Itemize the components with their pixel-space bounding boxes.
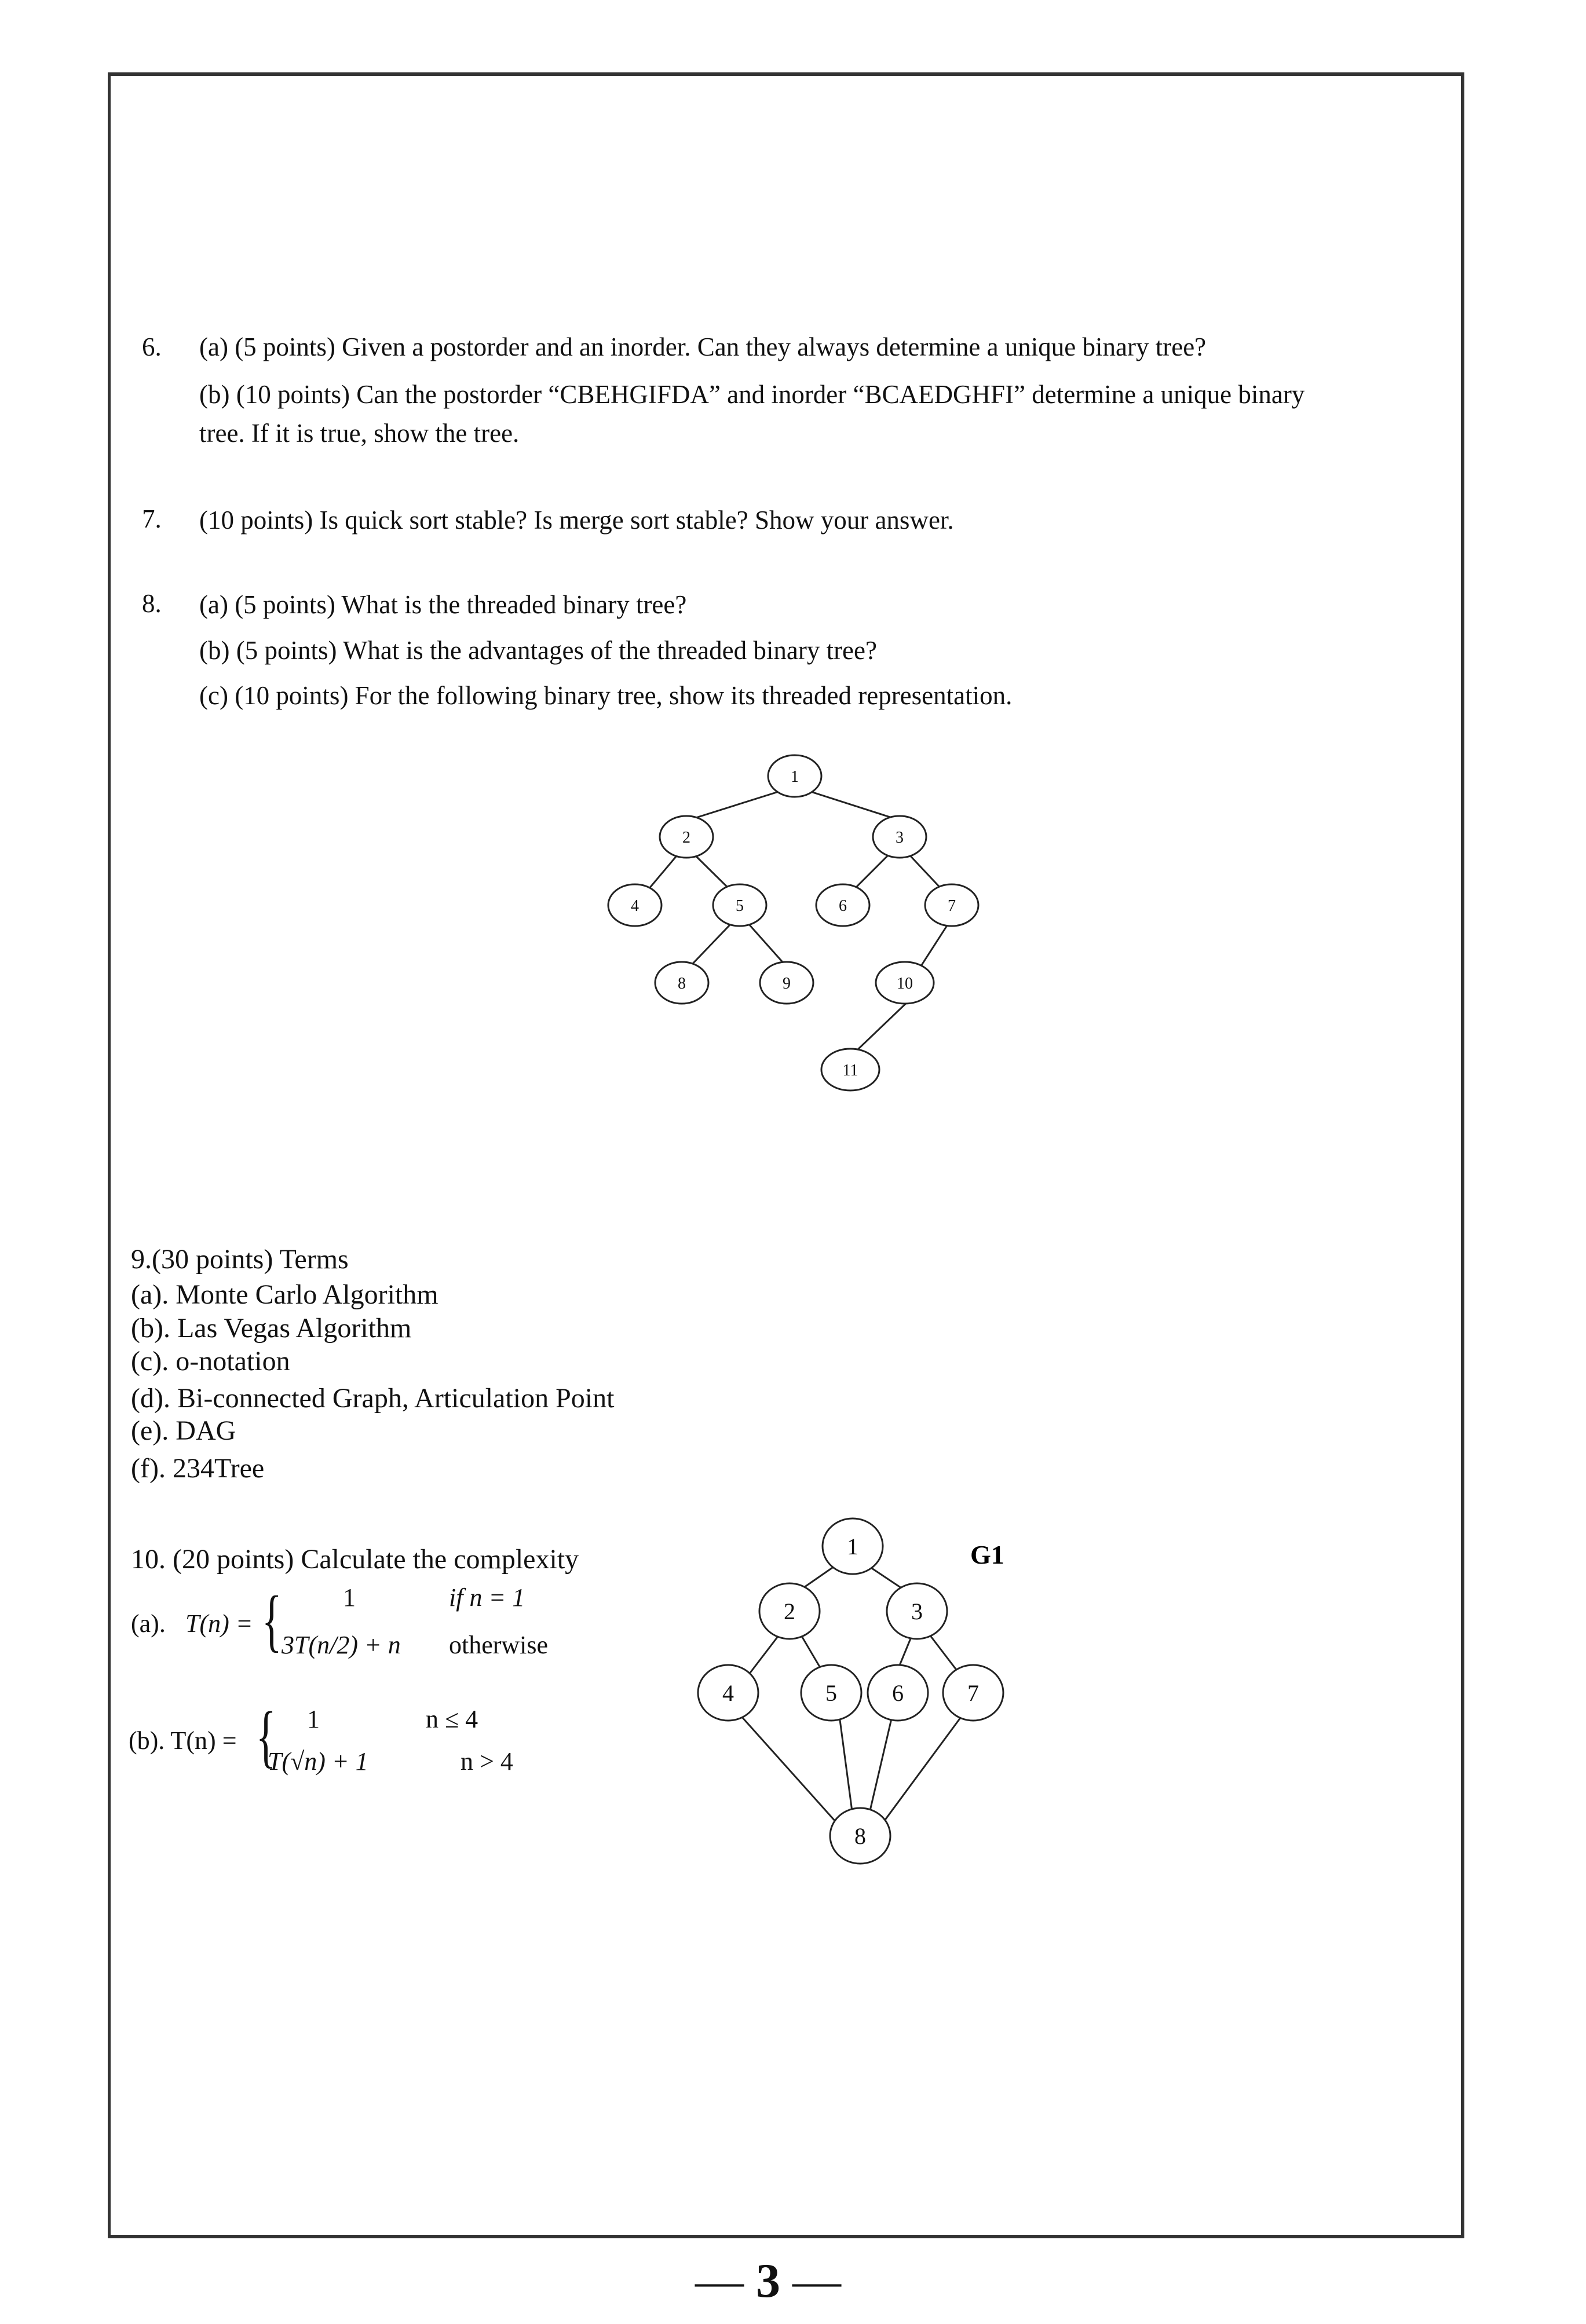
- tree-edge: [692, 852, 731, 891]
- footer-dash-right: —: [792, 2254, 841, 2308]
- tree-edge: [748, 924, 786, 966]
- graph-node-label-3: 3: [911, 1598, 923, 1624]
- graph-edge: [869, 1711, 893, 1816]
- term-item: (f). 234Tree: [131, 1453, 265, 1484]
- question-8b-text: (b) (5 points) What is the advantages of the threaded binary tree?: [199, 636, 877, 665]
- tree-node-label-6: 6: [839, 897, 847, 915]
- graph-edge: [839, 1711, 853, 1816]
- question-6b-text-cont: tree. If it is true, show the tree.: [199, 419, 520, 448]
- recurrence-b-case2-value: T(√n) + 1: [268, 1747, 368, 1776]
- tree-node-label-3: 3: [896, 829, 904, 847]
- recurrence-b-case1-condition: n ≤ 4: [426, 1705, 478, 1733]
- question-9-title: 9.(30 points) Terms: [131, 1244, 349, 1275]
- term-item: (b). Las Vegas Algorithm: [131, 1313, 412, 1344]
- recurrence-b-case2-condition: n > 4: [461, 1747, 513, 1776]
- recurrence-b-label: (b). T(n) =: [129, 1726, 237, 1755]
- recurrence-a-case1-value: 1: [343, 1583, 356, 1612]
- tree-edge: [853, 852, 891, 891]
- tree-edge: [690, 924, 731, 966]
- tree-edge: [907, 852, 943, 891]
- graph-node-label-5: 5: [825, 1680, 837, 1706]
- question-8a-text: (a) (5 points) What is the threaded binary tree?: [199, 590, 687, 619]
- graph-node-label-4: 4: [722, 1680, 734, 1706]
- question-8-number: 8.: [142, 589, 162, 618]
- recurrence-a-brace: {: [262, 1582, 282, 1659]
- question-10-title: 10. (20 points) Calculate the complexity: [131, 1544, 579, 1575]
- tree-edge: [802, 789, 896, 819]
- term-item: (e). DAG: [131, 1415, 236, 1446]
- footer-dash-left: —: [695, 2254, 744, 2308]
- tree-node-label-2: 2: [682, 829, 690, 847]
- recurrence-b-case1-value: 1: [307, 1705, 320, 1733]
- question-7-number: 7.: [142, 504, 162, 533]
- tree-node-label-1: 1: [791, 768, 799, 786]
- tree-edge: [649, 852, 679, 889]
- binary-tree-diagram: [579, 747, 1014, 1164]
- recurrence-a-case1-condition: if n = 1: [449, 1583, 525, 1612]
- graph-edge: [737, 1711, 846, 1833]
- recurrence-a-lhs: T(n) =: [185, 1609, 253, 1638]
- graph-edge: [878, 1708, 967, 1830]
- tree-edge: [921, 924, 948, 966]
- graph-node-label-6: 6: [892, 1680, 904, 1706]
- question-6a-text: (a) (5 points) Given a postorder and an inorder. Can they always determine a unique binary tree?: [199, 332, 1207, 361]
- graph-label: G1: [970, 1540, 1004, 1569]
- question-6-number: 6.: [142, 332, 162, 361]
- tree-edge: [692, 789, 788, 819]
- tree-edge: [857, 999, 911, 1050]
- term-item: (d). Bi-connected Graph, Articulation Point: [131, 1383, 615, 1414]
- tree-node-label-9: 9: [783, 975, 791, 993]
- recurrence-b-brace: {: [256, 1697, 276, 1774]
- graph-g1-diagram: [666, 1517, 1043, 1876]
- graph-node-label-2: 2: [784, 1598, 795, 1624]
- tree-node-label-11: 11: [842, 1062, 858, 1079]
- term-item: (a). Monte Carlo Algorithm: [131, 1279, 438, 1310]
- graph-node-label-1: 1: [847, 1534, 858, 1560]
- graph-node-label-8: 8: [854, 1823, 866, 1849]
- recurrence-a-case2-condition: otherwise: [449, 1631, 549, 1659]
- recurrence-a-label: (a).: [131, 1609, 166, 1638]
- tree-node-label-5: 5: [736, 897, 744, 915]
- question-8c-text: (c) (10 points) For the following binary tree, show its threaded representation.: [199, 681, 1013, 710]
- tree-node-label-7: 7: [948, 897, 956, 915]
- page-number: 3: [756, 2254, 780, 2308]
- tree-node-label-4: 4: [631, 897, 639, 915]
- graph-node-label-7: 7: [967, 1680, 979, 1706]
- question-7-text: (10 points) Is quick sort stable? Is merge sort stable? Show your answer.: [199, 506, 954, 535]
- tree-node-label-10: 10: [897, 975, 913, 993]
- tree-node-label-8: 8: [678, 975, 686, 993]
- page-number-footer: [695, 2253, 841, 2309]
- question-6b-text: (b) (10 points) Can the postorder “CBEHGIFDA” and inorder “BCAEDGHFI” determine a unique binary: [199, 380, 1305, 409]
- term-item: (c). o-notation: [131, 1346, 290, 1377]
- recurrence-a-case2-value: 3T(n/2) + n: [282, 1631, 401, 1659]
